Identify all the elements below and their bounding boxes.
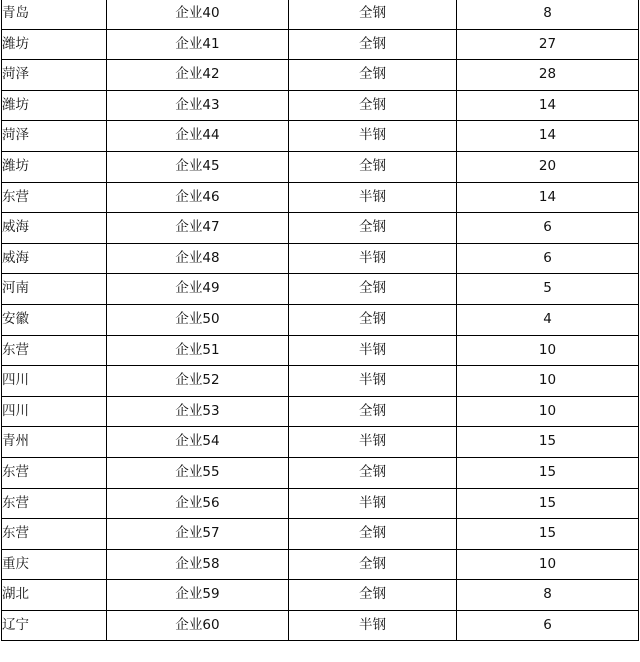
count-cell: 15 (457, 519, 639, 550)
count-cell: 6 (457, 610, 639, 641)
region-cell: 潍坊 (2, 151, 107, 182)
company-cell: 企业44 (107, 121, 289, 152)
table-body (2, 0, 639, 641)
table-row (2, 519, 639, 550)
table-row (2, 243, 639, 274)
region-cell: 潍坊 (2, 90, 107, 121)
table-row (2, 0, 639, 29)
company-cell: 企业48 (107, 243, 289, 274)
company-capacity-table (1, 0, 639, 641)
type-cell: 全钢 (289, 29, 457, 60)
count-cell: 8 (457, 0, 639, 29)
table-row (2, 610, 639, 641)
table-row (2, 549, 639, 580)
company-cell: 企业47 (107, 213, 289, 244)
table-row (2, 151, 639, 182)
type-cell: 全钢 (289, 396, 457, 427)
type-cell: 全钢 (289, 274, 457, 305)
table-row (2, 457, 639, 488)
company-cell: 企业56 (107, 488, 289, 519)
type-cell: 全钢 (289, 213, 457, 244)
table-row (2, 580, 639, 611)
count-cell: 15 (457, 427, 639, 458)
company-cell: 企业53 (107, 396, 289, 427)
count-cell: 27 (457, 29, 639, 60)
type-cell: 半钢 (289, 335, 457, 366)
company-cell: 企业58 (107, 549, 289, 580)
type-cell: 半钢 (289, 366, 457, 397)
table-row (2, 60, 639, 91)
type-cell: 全钢 (289, 519, 457, 550)
region-cell: 东营 (2, 457, 107, 488)
count-cell: 5 (457, 274, 639, 305)
table-row (2, 396, 639, 427)
count-cell: 4 (457, 304, 639, 335)
region-cell: 东营 (2, 519, 107, 550)
company-cell: 企业46 (107, 182, 289, 213)
region-cell: 东营 (2, 182, 107, 213)
table-row (2, 335, 639, 366)
company-cell: 企业45 (107, 151, 289, 182)
type-cell: 半钢 (289, 182, 457, 213)
table-row (2, 274, 639, 305)
region-cell: 青岛 (2, 0, 107, 29)
type-cell: 半钢 (289, 610, 457, 641)
type-cell: 半钢 (289, 121, 457, 152)
table-row (2, 90, 639, 121)
count-cell: 10 (457, 335, 639, 366)
region-cell: 湖北 (2, 580, 107, 611)
company-cell: 企业50 (107, 304, 289, 335)
table-row (2, 304, 639, 335)
region-cell: 四川 (2, 366, 107, 397)
count-cell: 10 (457, 549, 639, 580)
region-cell: 菏泽 (2, 121, 107, 152)
region-cell: 青州 (2, 427, 107, 458)
type-cell: 全钢 (289, 151, 457, 182)
type-cell: 半钢 (289, 427, 457, 458)
region-cell: 重庆 (2, 549, 107, 580)
region-cell: 安徽 (2, 304, 107, 335)
table-row (2, 182, 639, 213)
region-cell: 四川 (2, 396, 107, 427)
count-cell: 10 (457, 396, 639, 427)
count-cell: 10 (457, 366, 639, 397)
company-cell: 企业49 (107, 274, 289, 305)
region-cell: 威海 (2, 213, 107, 244)
count-cell: 28 (457, 60, 639, 91)
company-cell: 企业55 (107, 457, 289, 488)
region-cell: 河南 (2, 274, 107, 305)
region-cell: 威海 (2, 243, 107, 274)
region-cell: 潍坊 (2, 29, 107, 60)
type-cell: 全钢 (289, 549, 457, 580)
type-cell: 全钢 (289, 90, 457, 121)
region-cell: 东营 (2, 335, 107, 366)
count-cell: 20 (457, 151, 639, 182)
count-cell: 14 (457, 121, 639, 152)
company-cell: 企业40 (107, 0, 289, 29)
type-cell: 全钢 (289, 580, 457, 611)
company-cell: 企业51 (107, 335, 289, 366)
region-cell: 东营 (2, 488, 107, 519)
type-cell: 全钢 (289, 457, 457, 488)
count-cell: 6 (457, 213, 639, 244)
type-cell: 半钢 (289, 488, 457, 519)
table-row (2, 427, 639, 458)
company-cell: 企业60 (107, 610, 289, 641)
table-row (2, 488, 639, 519)
table-row (2, 366, 639, 397)
type-cell: 全钢 (289, 304, 457, 335)
company-cell: 企业54 (107, 427, 289, 458)
count-cell: 8 (457, 580, 639, 611)
company-cell: 企业59 (107, 580, 289, 611)
company-cell: 企业43 (107, 90, 289, 121)
table-row (2, 121, 639, 152)
type-cell: 全钢 (289, 60, 457, 91)
company-cell: 企业57 (107, 519, 289, 550)
company-cell: 企业52 (107, 366, 289, 397)
region-cell: 辽宁 (2, 610, 107, 641)
region-cell: 菏泽 (2, 60, 107, 91)
type-cell: 半钢 (289, 243, 457, 274)
company-cell: 企业42 (107, 60, 289, 91)
count-cell: 6 (457, 243, 639, 274)
count-cell: 15 (457, 457, 639, 488)
table-row (2, 213, 639, 244)
count-cell: 14 (457, 90, 639, 121)
table-row (2, 29, 639, 60)
type-cell: 全钢 (289, 0, 457, 29)
count-cell: 15 (457, 488, 639, 519)
company-cell: 企业41 (107, 29, 289, 60)
count-cell: 14 (457, 182, 639, 213)
